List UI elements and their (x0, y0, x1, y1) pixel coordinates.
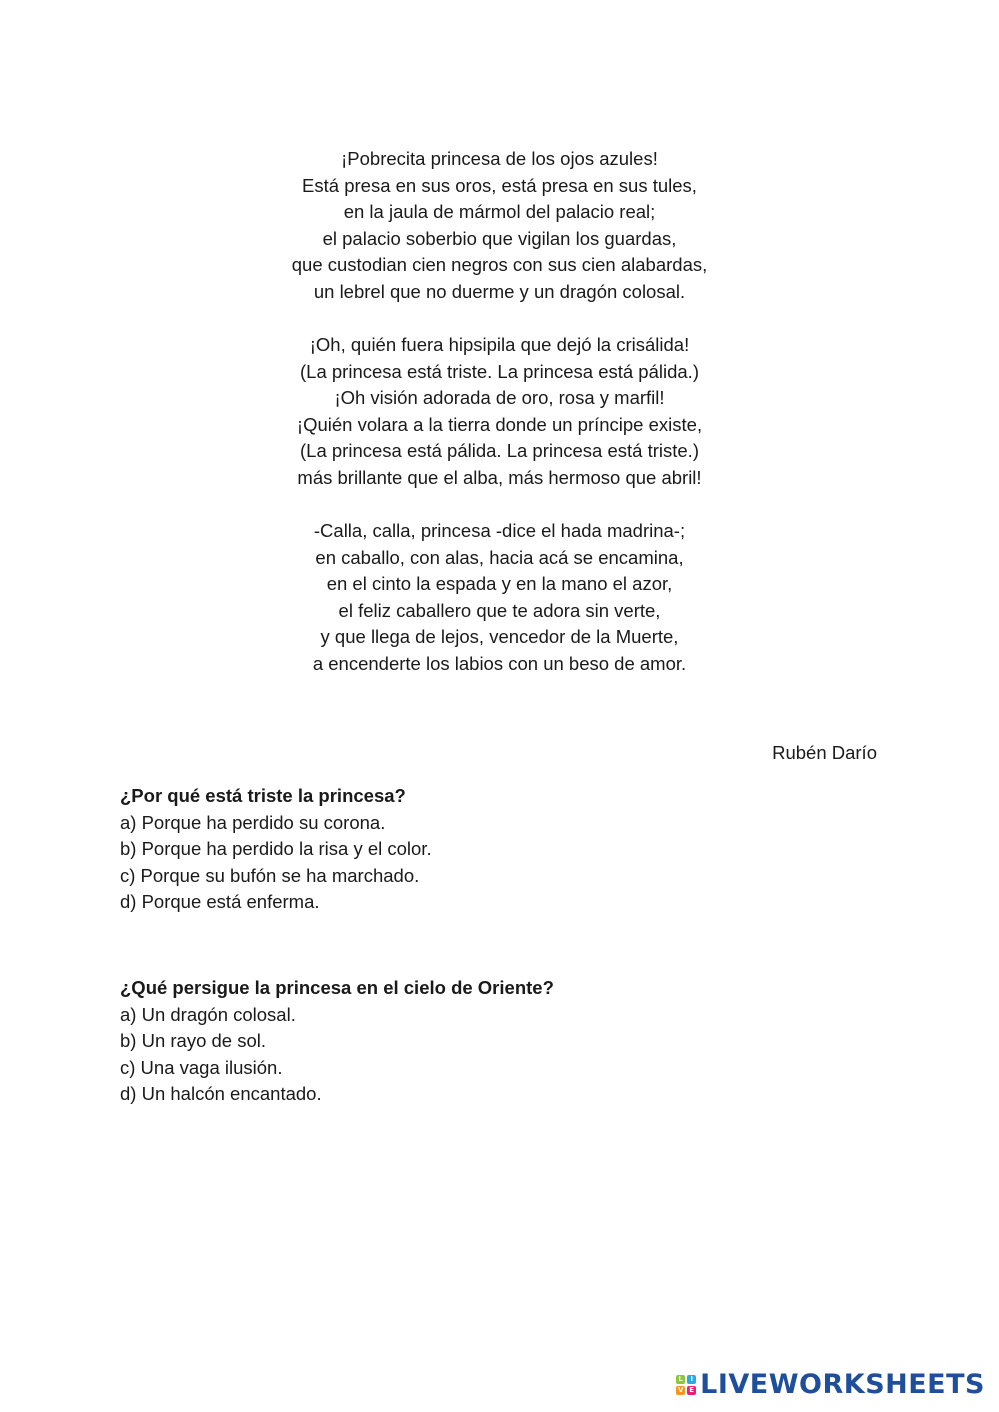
poem-line: ¡Quién volara a la tierra donde un príncipe existe, (296, 413, 703, 435)
answer-option-b[interactable]: b) Porque ha perdido la risa y el color. (120, 838, 432, 860)
poem-stanza-1 (0, 146, 999, 306)
answer-option-b[interactable]: b) Un rayo de sol. (120, 1030, 267, 1052)
logo-square-l: L (676, 1375, 685, 1384)
poem-line: en el cinto la espada y en la mano el azor, (326, 573, 673, 595)
answer-option-a[interactable]: a) Porque ha perdido su corona. (120, 811, 386, 833)
answer-option-c[interactable]: c) Porque su bufón se ha marchado. (120, 864, 420, 886)
poem-line: más brillante que el alba, más hermoso que abril! (297, 466, 702, 488)
answer-option-a[interactable]: a) Un dragón colosal. (120, 1003, 296, 1025)
logo-square-e: E (687, 1386, 696, 1395)
poem-line: (La princesa está triste. La princesa está pálida.) (300, 360, 699, 382)
liveworksheets-brand (676, 1368, 985, 1402)
poem-stanza-3 (0, 518, 999, 678)
brand-name: LIVEWORKSHEETS (700, 1369, 985, 1400)
poem-line: ¡Pobrecita princesa de los ojos azules! (341, 148, 658, 169)
poem-line: el feliz caballero que te adora sin verte, (338, 599, 661, 621)
answer-option-d[interactable]: d) Un halcón encantado. (120, 1083, 322, 1105)
poem-line: en la jaula de mármol del palacio real; (343, 201, 656, 223)
poem-line: Está presa en sus oros, está presa en sus tules, (302, 174, 697, 196)
logo-square-v: V (677, 1386, 684, 1394)
poem-stanza-2 (0, 332, 999, 492)
poem-line: -Calla, calla, princesa -dice el hada madrina-; (313, 520, 686, 541)
answer-option-c[interactable]: c) Una vaga ilusión. (120, 1056, 283, 1078)
question-2 (120, 975, 554, 1108)
logo-square-i: I (687, 1375, 696, 1384)
poem-line: que custodian cien negros con sus cien alabardas, (291, 254, 708, 276)
poem-line: en caballo, con alas, hacia acá se encamina, (315, 546, 684, 568)
question-title: ¿Qué persigue la princesa en el cielo de Oriente? (120, 977, 554, 998)
question-title: ¿Por qué está triste la princesa? (120, 785, 406, 806)
poem-line: a encenderte los labios con un beso de amor. (312, 652, 687, 674)
poem-line: ¡Oh, quién fuera hipsipila que dejó la crisálida! (309, 334, 690, 355)
poem-author: Rubén Darío (772, 742, 877, 763)
liveworksheets-logo-icon (676, 1375, 696, 1395)
question-1 (120, 783, 432, 916)
poem-line: (La princesa está pálida. La princesa está triste.) (300, 440, 699, 462)
poem-line: ¡Oh visión adorada de oro, rosa y marfil! (334, 387, 665, 409)
poem-line: un lebrel que no duerme y un dragón colosal. (313, 280, 686, 302)
poem-line: el palacio soberbio que vigilan los guardas, (322, 227, 677, 249)
poem-line: y que llega de lejos, vencedor de la Muerte, (320, 626, 679, 648)
answer-option-d[interactable]: d) Porque está enferma. (120, 891, 320, 913)
